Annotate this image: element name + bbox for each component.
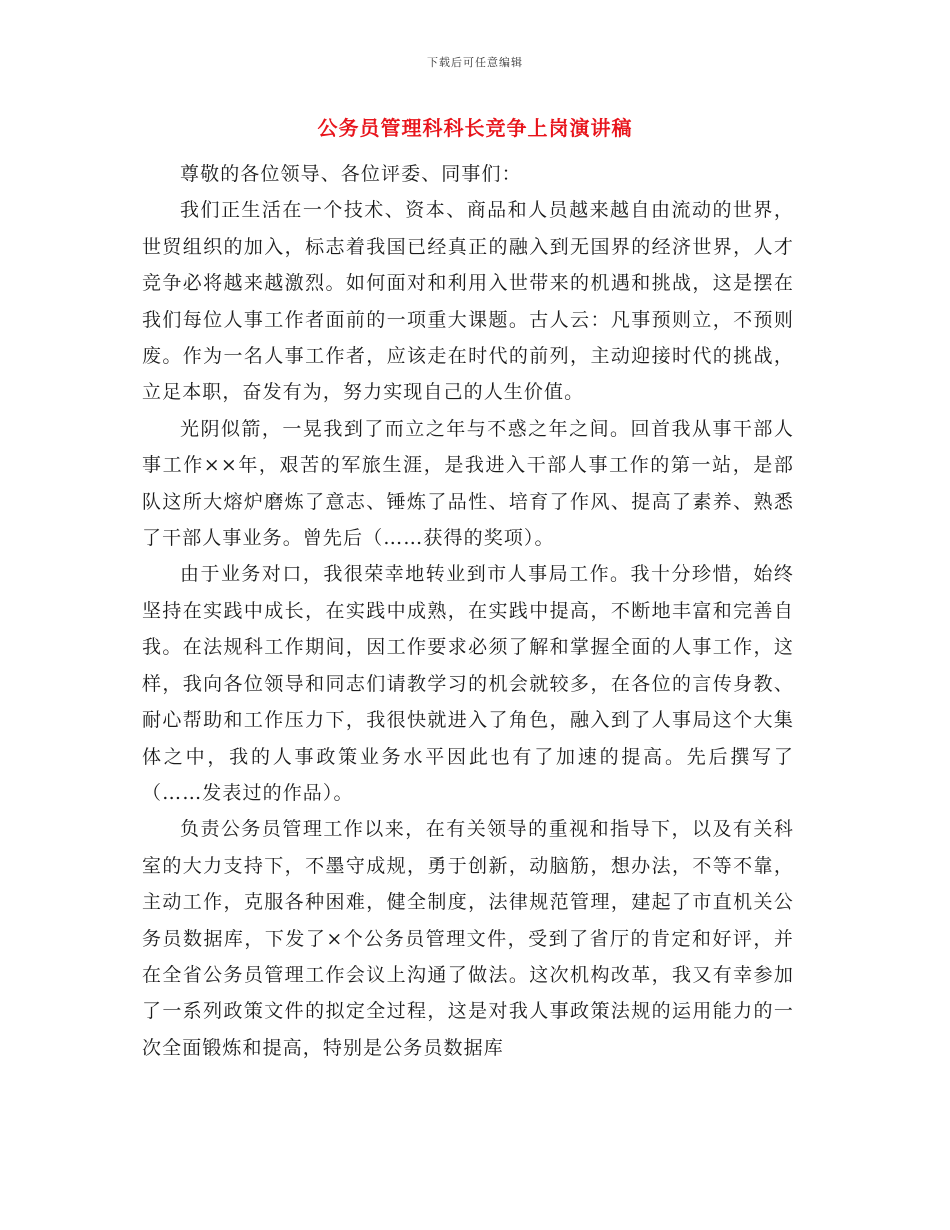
body-paragraph: 光阴似箭，一晃我到了而立之年与不惑之年之间。回首我从事干部人事工作××年，艰苦的军旅生涯，是我进入干部人事工作的第一站，是部队这所大熔炉磨炼了意志、锤炼了品性、培育了作风、提高了素养、熟悉了干部人事业务。曾先后（……获得的奖项）。 bbox=[142, 417, 794, 550]
document-title: 公务员管理科科长竞争上岗演讲稿 bbox=[317, 116, 633, 140]
body-paragraph: 负责公务员管理工作以来，在有关领导的重视和指导下，以及有关科室的大力支持下，不墨守成规，勇于创新，动脑筋，想办法，不等不靠，主动工作，克服各种困难，健全制度，法律规范管理，建起了市直机关公务员数据库，下发了×个公务员管理文件，受到了省厅的肯定和好评，并在全省公务员管理工作会议上沟通了做法。这次机构改革，我又有幸参加了一系列政策文件的拟定全过程，这是对我人事政策法规的运用能力的一次全面锻炼和提高，特别是公务员数据库 bbox=[142, 818, 794, 1059]
body-paragraph: 由于业务对口，我很荣幸地转业到市人事局工作。我十分珍惜，始终坚持在实践中成长，在实践中成熟，在实践中提高，不断地丰富和完善自我。在法规科工作期间，因工作要求必须了解和掌握全面的人事工作，这样，我向各位领导和同志们请教学习的机会就较多，在各位的言传身教、耐心帮助和工作压力下，我很快就进入了角色，融入到了人事局这个大集体之中，我的人事政策业务水平因此也有了加速的提高。先后撰写了（……发表过的作品）。 bbox=[142, 563, 794, 804]
header-note: 下载后可任意编辑 bbox=[427, 56, 523, 69]
body-paragraph: 我们正生活在一个技术、资本、商品和人员越来越自由流动的世界，世贸组织的加入，标志着我国已经真正的融入到无国界的经济世界，人才竞争必将越来越激烈。如何面对和利用入世带来的机遇和挑战，这是摆在我们每位人事工作者面前的一项重大课题。古人云：凡事预则立，不预则废。作为一名人事工作者，应该走在时代的前列，主动迎接时代的挑战，立足本职，奋发有为，努力实现自己的人生价值。 bbox=[142, 199, 794, 404]
document-body bbox=[142, 156, 794, 1066]
salutation-paragraph: 尊敬的各位领导、各位评委、同事们： bbox=[180, 163, 522, 185]
